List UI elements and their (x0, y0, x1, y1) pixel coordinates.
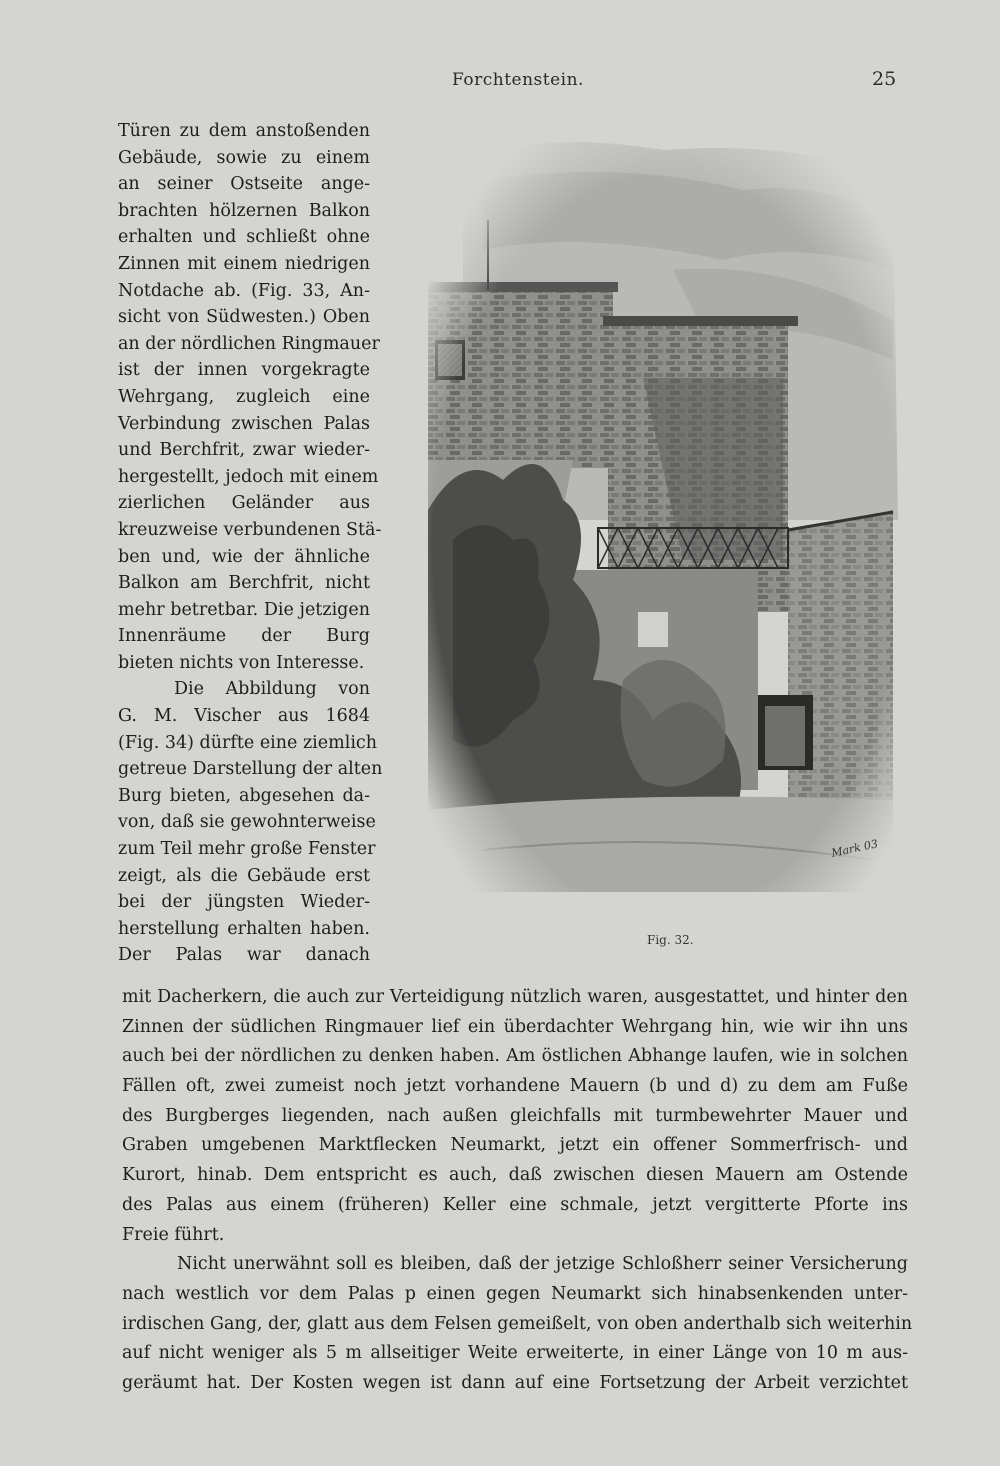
left-text-column (118, 118, 383, 969)
text-line: sicht von Südwesten.) Oben (118, 307, 370, 328)
text-line: kreuzweise verbundenen Stä- (118, 519, 382, 540)
text-line: des Palas aus einem (früheren) Keller eine schmale, jetzt vergitterte Pforte ins (122, 1194, 908, 1215)
text-line: Der Palas war danach (118, 945, 370, 966)
text-line: mehr betretbar. Die jetzigen (118, 599, 370, 620)
text-line: zierlichen Geländer aus (118, 493, 370, 514)
text-line: auch bei der nördlichen zu denken haben. Am östlichen Abhange laufen, wie in solchen (122, 1046, 908, 1067)
full-width-text (122, 983, 913, 1399)
text-line: und Berchfrit, zwar wieder- (118, 440, 370, 461)
text-line: an der nördlichen Ringmauer (118, 333, 380, 354)
text-line: Die Abbildung von (174, 679, 370, 700)
text-line: Verbindung zwischen Palas (118, 413, 370, 434)
text-line: Zinnen mit einem niedrigen (118, 253, 370, 274)
figure-caption: Fig. 32. (647, 933, 694, 947)
castle-illustration (423, 120, 913, 892)
text-line: (Fig. 34) dürfte eine ziemlich (118, 732, 377, 753)
text-line: Gebäude, sowie zu einem (118, 147, 370, 168)
text-line: Wehrgang, zugleich eine (118, 386, 370, 407)
text-line: an seiner Ostseite ange- (118, 174, 370, 195)
text-line: des Burgberges liegenden, nach außen gleichfalls mit turmbewehrter Mauer und (122, 1105, 908, 1126)
text-line: zeigt, als die Gebäude erst (118, 865, 370, 886)
text-line: bieten nichts von Interesse. (118, 652, 365, 673)
text-line: Türen zu dem anstoßenden (118, 121, 370, 141)
text-line: brachten hölzernen Balkon (118, 200, 370, 221)
running-title: Forchtenstein. (452, 70, 584, 90)
text-line: Graben umgebenen Marktflecken Neumarkt, jetzt ein offener Sommerfrisch- und (122, 1135, 908, 1156)
text-line: getreue Darstellung der alten (118, 759, 383, 780)
illustration-drawing (423, 120, 913, 892)
text-line: Notdache ab. (Fig. 33, An- (118, 280, 370, 301)
text-line: ben und, wie der ähnliche (118, 546, 370, 567)
text-line: zum Teil mehr große Fenster (118, 839, 376, 860)
text-line: Balkon am Berchfrit, nicht (118, 573, 370, 594)
text-line: Nicht unerwähnt soll es bleiben, daß der jetzige Schloßherr seiner Versicherung (177, 1254, 908, 1275)
text-line: Fällen oft, zwei zumeist noch jetzt vorhandene Mauern (b und d) zu dem am Fuße (122, 1076, 908, 1097)
text-line: Zinnen der südlichen Ringmauer lief ein überdachter Wehrgang hin, wie wir ihn uns (122, 1016, 908, 1037)
text-line: ist der innen vorgekragte (118, 360, 370, 381)
text-line: mit Dacherkern, die auch zur Verteidigung nützlich waren, ausgestattet, und hinter den (122, 987, 908, 1007)
text-line: auf nicht weniger als 5 m allseitiger Weite erweiterte, in einer Länge von 10 m aus- (122, 1343, 908, 1364)
text-line: nach westlich vor dem Palas p einen gegen Neumarkt sich hinabsenkenden unter- (122, 1283, 908, 1304)
artist-signature: Mark 03 (830, 837, 880, 860)
text-line: Innenräume der Burg (118, 626, 370, 647)
text-line: Kurort, hinab. Dem entspricht es auch, daß zwischen diesen Mauern am Ostende (122, 1165, 908, 1186)
text-line: geräumt hat. Der Kosten wegen ist dann auf eine Fortsetzung der Arbeit verzichtet (122, 1372, 908, 1393)
text-line: Freie führt. (122, 1224, 225, 1245)
text-line: bei der jüngsten Wieder- (118, 892, 370, 913)
page-number: 25 (872, 68, 897, 90)
text-line: G. M. Vischer aus 1684 (118, 706, 370, 727)
text-line: herstellung erhalten haben. (118, 918, 370, 939)
text-line: von, daß sie gewohnterweise (118, 812, 376, 833)
text-line: erhalten und schließt ohne (118, 227, 370, 248)
text-line: hergestellt, jedoch mit einem (118, 466, 379, 487)
text-line: irdischen Gang, der, glatt aus dem Felsen gemeißelt, von oben anderthalb sich weiterhin (122, 1313, 913, 1334)
text-line: Burg bieten, abgesehen da- (118, 785, 370, 806)
